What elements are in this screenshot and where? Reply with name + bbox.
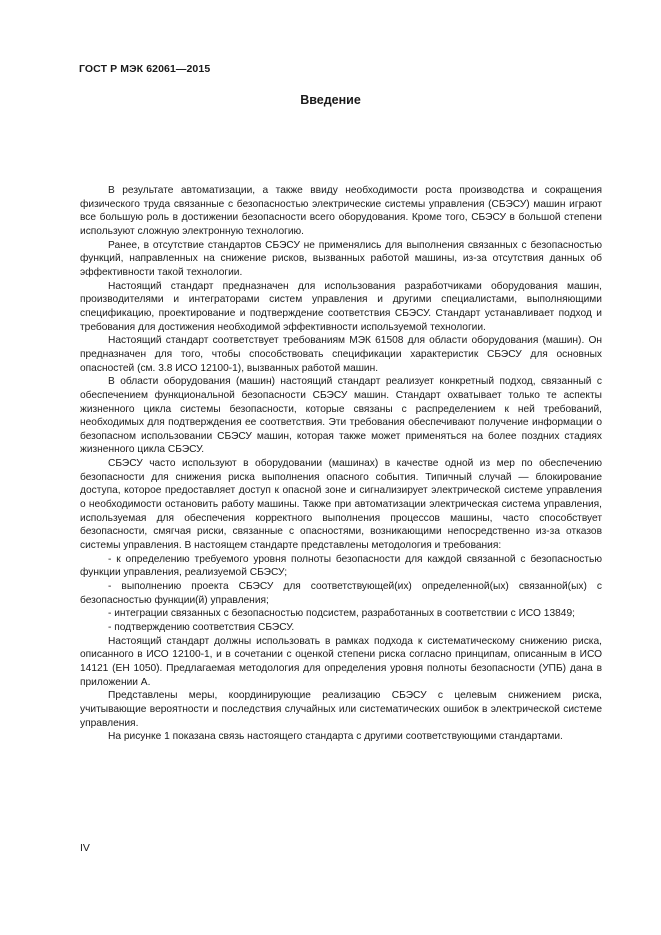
paragraph: На рисунке 1 показана связь настоящего стандарта с другими соответствующими стандартами.: [108, 731, 563, 743]
section-title: Введение: [300, 93, 361, 107]
list-item: - выполнению проекта СБЭСУ для соответствующей(их) определенной(ых) связанной(ых) с безопасностью функции(й) управления;: [80, 581, 602, 606]
paragraph: Настоящий стандарт должны использовать в рамках подхода к систематическому снижению риска, описанного в ИСО 12100-1, и в сочетании с оценкой степени риска согласно принципам, описанным в ИСО 14121 (ЕН 1050). Предлагаемая методология для определения уровня полноты безопасности (УПБ) дана в приложении А.: [80, 635, 602, 688]
paragraph: В области оборудования (машин) настоящий стандарт реализует конкретный подход, связанный с обеспечением функциональной безопасности СБЭСУ машин. Стандарт охватывает только те аспекты жизненного цикла системы безопасности, которые связаны с распределением к ней требований, необходимых для подтверждения ее соответствия. Эти требования обеспечивают получение информации о безопасном использовании СБЭСУ машин, которая также может применяться на более поздних стадиях жизненного цикла СБЭСУ.: [80, 376, 602, 456]
paragraph: Настоящий стандарт предназначен для использования разработчиками оборудования машин, производителями и интеграторами систем управления и другими специалистами, выполняющими спецификацию, проектирование и подтверждение соответствия СБЭСУ. Стандарт устанавливает подход и требования для достижения необходимой эффективности используемой технологии.: [80, 280, 602, 333]
paragraph: СБЭСУ часто используют в оборудовании (машинах) в качестве одной из мер по обеспечению безопасности для снижения риска выполнения опасного события. Типичный случай — блокирование доступа, которое предоставляет доступ к опасной зоне и сигнализирует электрической системе управления о необходимости остановить работу машины. Также при автоматизации электрическая система управления, используемая для обеспечения корректного выполнения процессов машины, часто способствует безопасности, смягчая риски, связанные с опасностями, возникающими непосредственно из-за отказов системы управления. В настоящем стандарте представлены методология и требования:: [80, 458, 602, 552]
document-header-standard-id: ГОСТ Р МЭК 62061—2015: [79, 63, 211, 75]
list-item: - подтверждению соответствия СБЭСУ.: [108, 622, 295, 633]
paragraph: Представлены меры, координирующие реализацию СБЭСУ с целевым снижением риска, учитывающие вероятности и последствия случайных или систематических ошибок в электрической системе управления.: [80, 690, 602, 729]
paragraph: В результате автоматизации, а также ввиду необходимости роста производства и сокращения физического труда связанные с безопасностью электрические системы управления (СБЭСУ) машин играют все большую роль в достижении безопасности всего оборудования. Кроме того, СБЭСУ в большой степени используют сложную электронную технологию.: [80, 185, 602, 237]
paragraph: Ранее, в отсутствие стандартов СБЭСУ не применялись для выполнения связанных с безопасностью функций, направленных на снижение рисков, вызванных работой машины, из-за отсутствия данных об эффективности такой технологии.: [80, 239, 602, 278]
paragraph: Настоящий стандарт соответствует требованиям МЭК 61508 для области оборудования (машин). Он предназначен для того, чтобы способствовать спецификации характеристик СБЭСУ для основных опасностей (см. 3.8 ИСО 12100-1), вызванных работой машин.: [80, 335, 602, 374]
list-item: - интеграции связанных с безопасностью подсистем, разработанных в соответствии с ИСО 13849;: [108, 608, 575, 620]
document-body: [80, 184, 602, 744]
list-item: - к определению требуемого уровня полноты безопасности для каждой связанной с безопасностью функции управления, реализуемой СБЭСУ;: [80, 553, 602, 579]
page-number: IV: [80, 842, 90, 854]
